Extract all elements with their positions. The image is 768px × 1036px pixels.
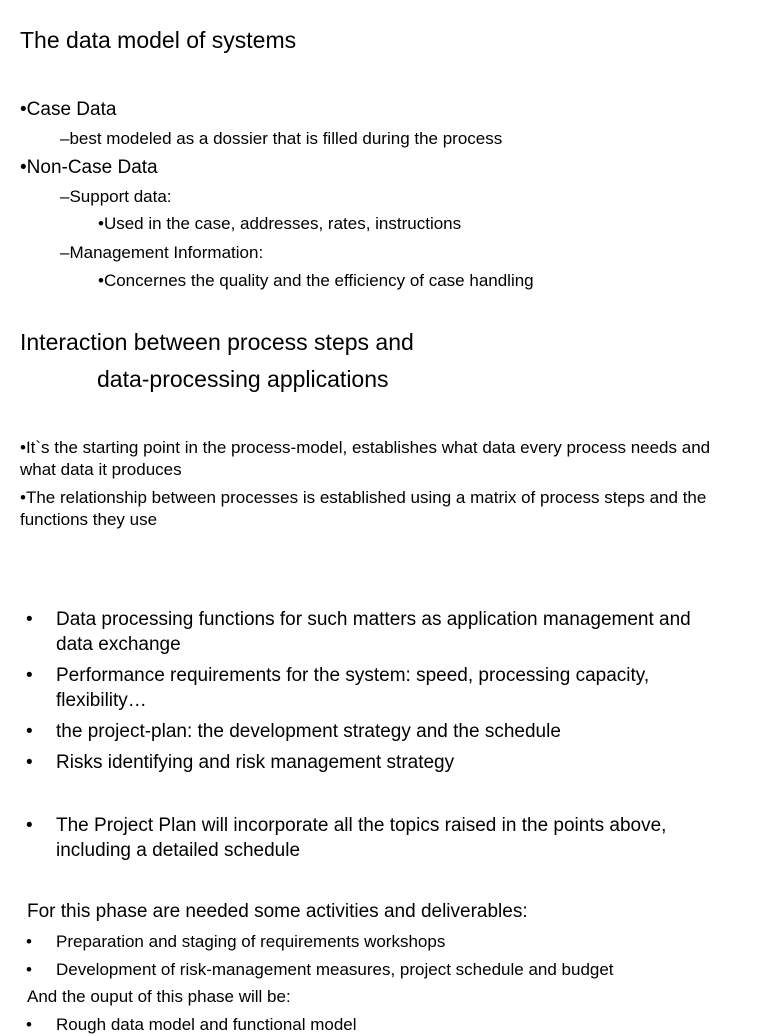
interaction-paragraph-2: •The relationship between processes is established using a matrix of process steps and the functions they use (20, 488, 707, 529)
list-item-text: Risks identifying and risk management strategy (56, 752, 455, 773)
list-item-text: Data processing functions for such matters as application management and data exchange (56, 609, 691, 655)
bullet-mark: • (26, 960, 32, 979)
bullet-mark: • (26, 721, 33, 742)
bullet-mark: • (26, 665, 33, 686)
bullet-mark: • (26, 932, 32, 951)
bullet-mark: • (26, 609, 33, 630)
case-data-item: •Case Data (20, 99, 117, 120)
phase-output-list (26, 0, 746, 1034)
case-data-subitem: –best modeled as a dossier that is filled during the process (60, 129, 503, 148)
phase-output-intro: And the ouput of this phase will be: (27, 987, 291, 1006)
list-item-text: Performance requirements for the system: speed, processing capacity, flexibility… (56, 665, 650, 711)
section-title-interaction-line2: data-processing applications (97, 366, 389, 392)
bullet-mark: • (26, 752, 33, 773)
list-item-text: Preparation and staging of requirements workshops (56, 932, 446, 951)
management-info-item: –Management Information: (60, 243, 264, 262)
section-title-data-model: The data model of systems (20, 27, 297, 53)
bullet-mark: • (26, 1015, 32, 1034)
non-case-data-item: •Non-Case Data (20, 157, 158, 178)
phase-activities-intro: For this phase are needed some activities and deliverables: (27, 901, 528, 922)
section-title-interaction-line1: Interaction between process steps and (20, 329, 414, 355)
list-item-text: The Project Plan will incorporate all the topics raised in the points above, including a detailed schedule (56, 815, 667, 861)
interaction-paragraph-1: •It`s the starting point in the process-model, establishes what data every process needs and what data it produces (20, 438, 711, 479)
support-data-item: –Support data: (60, 187, 172, 206)
management-info-subitem: •Concernes the quality and the efficiency of case handling (98, 271, 534, 290)
support-data-subitem: •Used in the case, addresses, rates, instructions (98, 214, 462, 233)
list-item-text: Development of risk-management measures, project schedule and budget (56, 960, 614, 979)
list-item-text: Rough data model and functional model (56, 1015, 357, 1034)
list-item-text: the project-plan: the development strategy and the schedule (56, 721, 561, 742)
bullet-mark: • (26, 815, 33, 836)
